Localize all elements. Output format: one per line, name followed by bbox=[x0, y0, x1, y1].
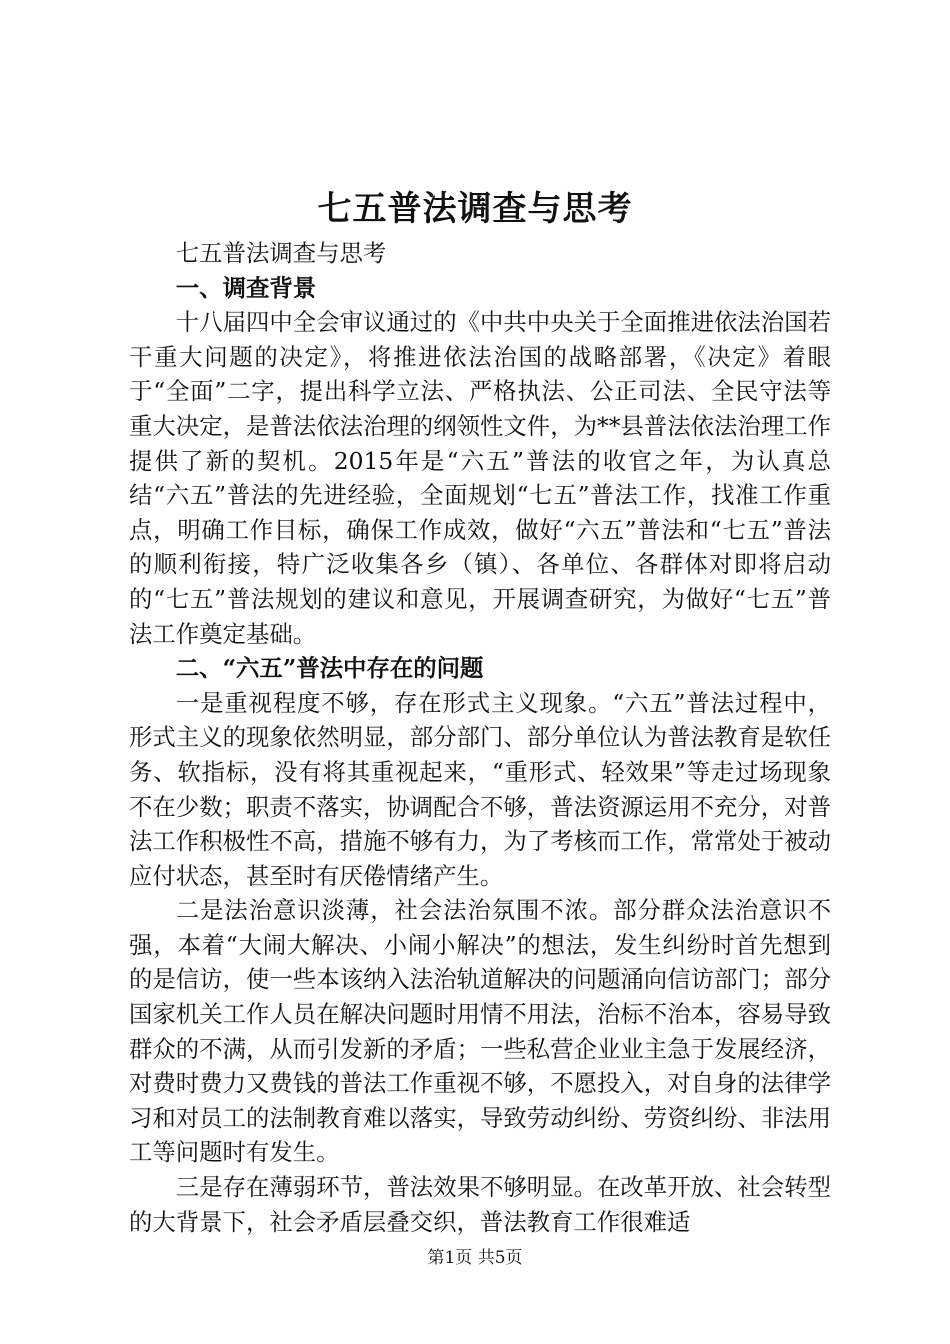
document-title: 七五普法调查与思考 bbox=[317, 189, 633, 229]
section-heading-problems: 二、“六五”普法中存在的问题 bbox=[175, 654, 484, 683]
body-paragraph: 一是重视程度不够，存在形式主义现象。“六五”普法过程中，形式主义的现象依然明显，部分部门、部分单位认为普法教育是软任务、软指标，没有将其重视起来，“重形式、轻效果”等走过场现象不在少数；职责不落实，协调配合不够，普法资源运用不充分，对普法工作积极性不高，措施不够有力，为了考核而工作，常常处于被动应付状态，甚至时有厌倦情绪产生。 bbox=[129, 688, 831, 890]
body-paragraph: 十八届四中全会审议通过的《中共中央关于全面推进依法治国若干重大问题的决定》，将推进依法治国的战略部署，《决定》着眼于“全面”二字，提出科学立法、严格执法、公正司法、全民守法等重大决定，是普法依法治理的纲领性文件，为**县普法依法治理工作提供了新的契机。2015年是“六五”普法的收官之年，为认真总结“六五”普法的先进经验，全面规划“七五”普法工作，找准工作重点，明确工作目标，确保工作成效，做好“六五”普法和“七五”普法的顺利衔接，特广泛收集各乡（镇）、各单位、各群体对即将启动的“七五”普法规划的建议和意见，开展调查研究，为做好“七五”普法工作奠定基础。 bbox=[129, 308, 831, 648]
body-paragraph: 二是法治意识淡薄，社会法治氛围不浓。部分群众法治意识不强，本着“大闹大解决、小闹小解决”的想法，发生纠纷时首先想到的是信访，使一些本该纳入法治轨道解决的问题涌向信访部门；部分国家机关工作人员在解决问题时用情不用法，治标不治本，容易导致群众的不满，从而引发新的矛盾；一些私营企业业主急于发展经济，对费时费力又费钱的普法工作重视不够，不愿投入，对自身的法律学习和对员工的法制教育难以落实，导致劳动纠纷、劳资纠纷、非法用工等问题时有发生。 bbox=[129, 896, 831, 1167]
document-body bbox=[129, 236, 831, 1239]
page-footer: 第1页 共5页 bbox=[427, 1248, 523, 1268]
subtitle-paragraph: 七五普法调查与思考 bbox=[175, 239, 387, 267]
body-paragraph: 三是存在薄弱环节，普法效果不够明显。在改革开放、社会转型的大背景下，社会矛盾层叠交织，普法教育工作很难适 bbox=[129, 1173, 831, 1236]
section-heading-background: 一、调查背景 bbox=[175, 273, 317, 302]
